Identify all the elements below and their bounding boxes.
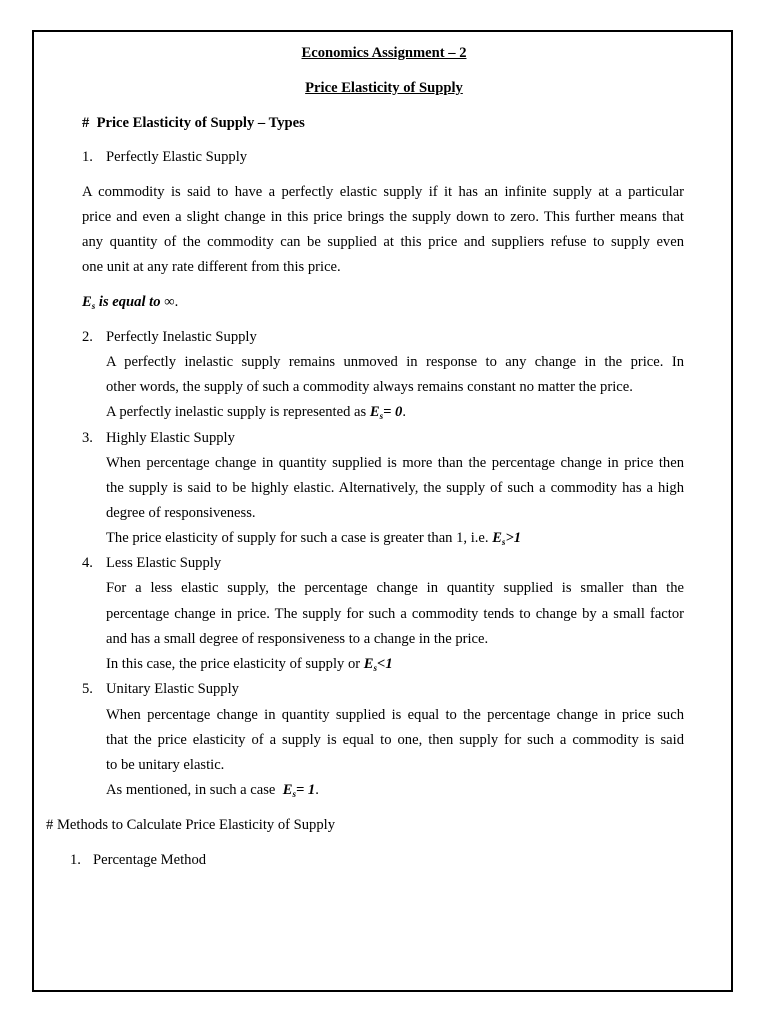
type-2-num: 2.: [82, 329, 93, 345]
heading-marker: #: [82, 115, 90, 131]
formula-text: <1: [377, 656, 393, 672]
document-subtitle: Price Elasticity of Supply: [305, 80, 463, 96]
es-subscript: s: [292, 789, 296, 799]
type-2-line: A perfectly inelastic supply remains unmoved in response to any change in the price. In: [106, 354, 684, 370]
type-3-name: Highly Elastic Supply: [106, 430, 235, 446]
methods-heading: # Methods to Calculate Price Elasticity of Supply: [46, 817, 335, 833]
type-4-line: and has a small degree of responsiveness to a change in the price.: [106, 631, 489, 647]
formula-lead: In this case, the price elasticity of supply or: [106, 656, 364, 672]
formula-text: is equal to ∞: [95, 294, 175, 310]
type-4-line: percentage change in price. The supply for such a commodity tends to change by a small factor: [106, 606, 684, 622]
type-3-line: When percentage change in quantity supplied is more than the percentage change in price then: [106, 455, 684, 471]
es-symbol: E: [82, 294, 92, 310]
es-symbol: E: [363, 656, 374, 672]
type-4-line: For a less elastic supply, the percentage change in quantity supplied is smaller than the: [106, 580, 684, 596]
type-4-formula: [106, 657, 393, 672]
es-symbol: E: [282, 782, 293, 798]
es-symbol: E: [492, 530, 502, 546]
type-1-line: any quantity of the commodity can be supplied at this price and suppliers refuse to supply even: [82, 234, 684, 250]
formula-end: .: [315, 782, 319, 798]
type-2-name: Perfectly Inelastic Supply: [106, 329, 257, 345]
type-4-name: Less Elastic Supply: [106, 555, 222, 571]
type-1-name: Perfectly Elastic Supply: [106, 149, 248, 165]
type-3-line: the supply is said to be highly elastic. Alternatively, the supply of such a commodity has a high: [106, 480, 684, 496]
method-1-name: Percentage Method: [93, 852, 207, 868]
type-2-line: other words, the supply of such a commodity always remains constant no matter the price.: [106, 379, 633, 395]
type-2-formula: [106, 405, 406, 420]
formula-lead: A perfectly inelastic supply is represented as: [106, 404, 370, 420]
type-3-line: degree of responsiveness.: [106, 505, 256, 521]
es-subscript: s: [379, 411, 384, 421]
type-1-line: A commodity is said to have a perfectly elastic supply if it has an infinite supply at a particular: [82, 184, 684, 200]
type-5-name: Unitary Elastic Supply: [106, 681, 239, 697]
type-5-num: 5.: [82, 681, 93, 697]
es-subscript: s: [373, 663, 377, 673]
es-symbol: E: [369, 404, 380, 420]
es-subscript: s: [501, 537, 506, 547]
es-subscript: s: [91, 301, 96, 311]
formula-text: = 1: [295, 782, 316, 798]
type-1-line: price and even a slight change in this price brings the supply down to zero. This further means that: [82, 209, 684, 225]
heading-text: Price Elasticity of Supply – Types: [96, 115, 305, 131]
type-3-num: 3.: [82, 430, 93, 446]
formula-end: .: [402, 404, 406, 420]
type-1-num: 1.: [82, 149, 93, 165]
type-3-formula: [106, 531, 521, 546]
method-1-num: 1.: [70, 852, 81, 868]
type-1-formula: [82, 295, 178, 310]
type-1-line: one unit at any rate different from this price.: [82, 259, 341, 275]
type-5-line: When percentage change in quantity supplied is equal to the percentage change in price such: [106, 707, 684, 723]
formula-lead: As mentioned, in such a case: [106, 782, 283, 798]
type-5-line: to be unitary elastic.: [106, 757, 225, 773]
type-4-num: 4.: [82, 555, 93, 571]
type-5-line: that the price elasticity of a supply is equal to one, then supply for such a commodity is said: [106, 732, 684, 748]
formula-lead: The price elasticity of supply for such a case is greater than 1, i.e.: [106, 530, 493, 546]
type-5-formula: [106, 783, 319, 798]
formula-text: = 0: [383, 404, 403, 420]
formula-end: .: [174, 294, 179, 310]
formula-text: >1: [505, 530, 522, 546]
document-title: Economics Assignment – 2: [301, 45, 467, 61]
types-heading: [82, 116, 305, 131]
